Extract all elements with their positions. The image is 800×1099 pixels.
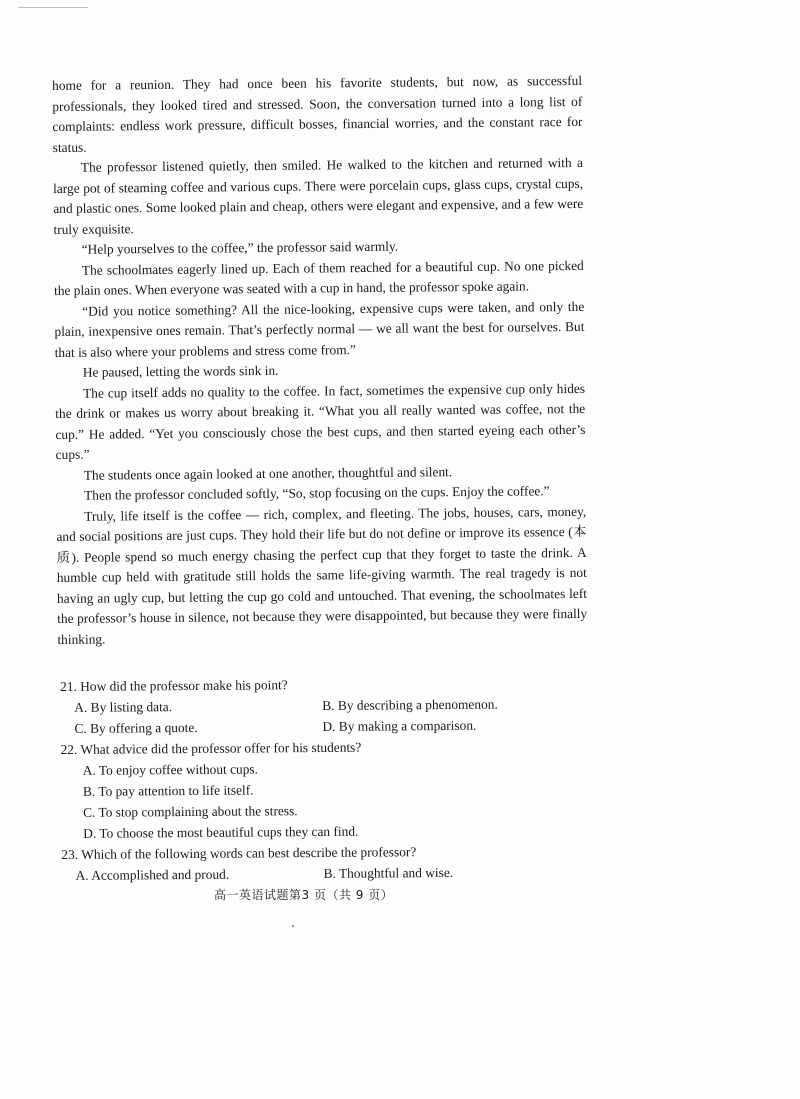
option-row xyxy=(60,714,570,739)
reading-passage xyxy=(52,71,587,650)
passage-paragraph: The students once again looked at one another, thoughtful and silent. xyxy=(83,463,453,483)
passage-paragraph: Truly, life itself is the coffee — rich, complex, and fleeting. The jobs, houses, cars, money, and social positions are just cups. They hold their life but do not define or improve its essence (本质). People spend so much energy chasing the perfect cup that they forget to taste the drink. A humble cup held with gratitude still holds the same life-giving warmth. The real tragedy is not having an ugly cup, but letting the cup go cold and untouched. That evening, the schoolmates left the professor’s house in silence, not because they were disappointed, but because they were finally thinking. xyxy=(56,503,588,647)
option-b: B. By describing a phenomenon. xyxy=(322,696,498,713)
passage-paragraph: “Help yourselves to the coffee,” the professor said warmly. xyxy=(81,238,399,257)
option-c: C. To stop complaining about the stress. xyxy=(83,803,298,820)
option-a: A. Accomplished and proud. xyxy=(75,866,230,883)
question-21 xyxy=(60,672,570,739)
passage-paragraph: Then the professor concluded softly, “So, stop focusing on the cups. Enjoy the coffee.” xyxy=(83,483,550,503)
option-b: B. To pay attention to life itself. xyxy=(82,782,254,799)
passage-paragraph: He paused, letting the words sink in. xyxy=(82,362,279,380)
passage-paragraph: The cup itself adds no quality to the coffee. In fact, sometimes the expensive cup only hides the drink or makes us worry about breaking it. “What you all really wanted was coffee, not the cup.” He added. “Yet you consciously chose the best cups, and then started eyeing each other’s cups.” xyxy=(55,380,586,462)
option-c: C. By offering a quote. xyxy=(74,719,198,736)
passage-paragraph: The professor listened quietly, then smiled. He walked to the kitchen and returned with a large pot of steaming coffee and various cups. There were porcelain cups, glass cups, crystal cups, and plastic ones. Some looked plain and cheap, others were elegant and expensive, and a few were truly exquisite. xyxy=(53,154,584,237)
scan-edge-line xyxy=(18,7,88,8)
passage-paragraph: The schoolmates eagerly lined up. Each of them reached for a beautiful cup. No one picked the plain ones. When everyone was seated with a cup in hand, the professor spoke again. xyxy=(53,257,584,298)
question-22 xyxy=(60,735,571,844)
question-23 xyxy=(61,840,571,886)
passage-paragraph: “Did you notice something? All the nice-looking, expensive cups were taken, and only the plain, inexpensive ones remain. That’s perfectly normal — we all want the best for ourselves. But that is also where your problems and stress come from.” xyxy=(54,298,585,360)
page-footer: 高一英语试题第3 页（共 9 页） xyxy=(214,888,394,902)
question-stem: 22. What advice did the professor offer for his students? xyxy=(60,739,362,757)
question-list xyxy=(60,672,572,886)
passage-paragraph: home for a reunion. They had once been his favorite students, but now, as successful professionals, they looked tired and stressed. Soon, the conversation turned into a long list of complaints: endless work pressure, difficult bosses, financial worries, and the constant race for status. xyxy=(52,72,583,155)
option-b: B. Thoughtful and wise. xyxy=(323,864,454,881)
question-stem: 23. Which of the following words can best describe the professor? xyxy=(61,844,417,862)
scan-speck xyxy=(292,925,294,927)
option-a: A. By listing data. xyxy=(74,699,173,715)
question-stem: 21. How did the professor make his point? xyxy=(60,677,288,694)
option-a: A. To enjoy coffee without cups. xyxy=(82,761,259,778)
option-d: D. By making a comparison. xyxy=(322,717,477,734)
option-d: D. To choose the most beautiful cups they can find. xyxy=(83,823,359,841)
option-row xyxy=(61,861,571,886)
